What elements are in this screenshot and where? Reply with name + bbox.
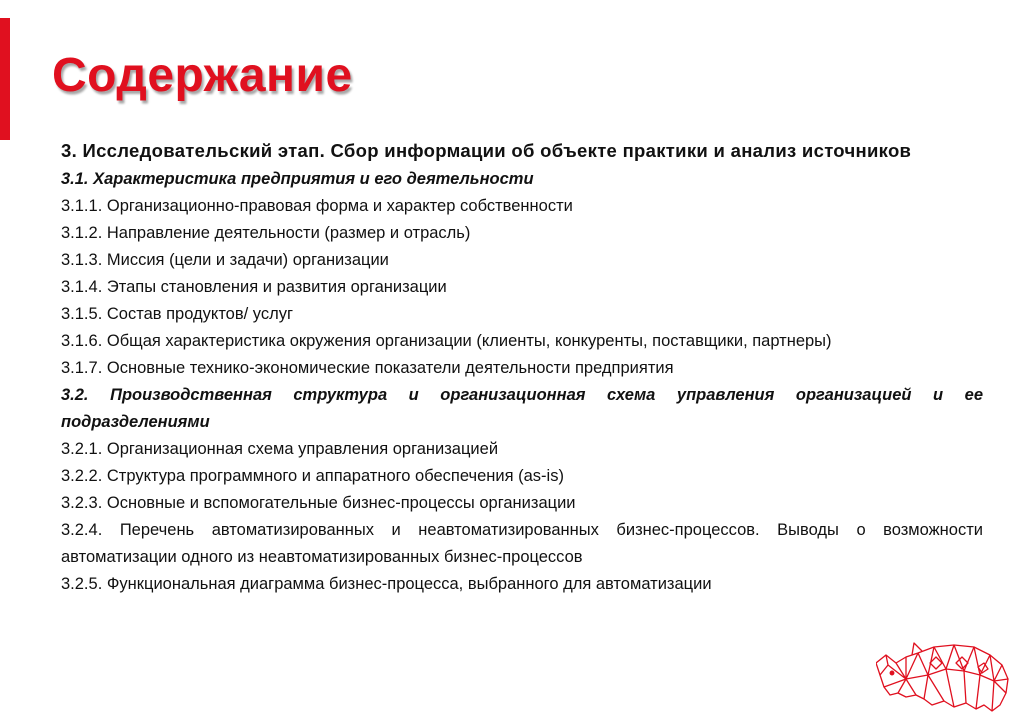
list-item: 3.1.4. Этапы становления и развития организации (61, 278, 447, 296)
accent-bar (0, 18, 10, 140)
list-item: 3.1.3. Миссия (цели и задачи) организации (61, 251, 389, 269)
section-heading: 3. Исследовательский этап. Сбор информации об объекте практики и анализ источников (61, 140, 912, 161)
list-item: 3.2.3. Основные и вспомогательные бизнес-процессы организации (61, 494, 576, 512)
list-item: 3.2.5. Функциональная диаграмма бизнес-процесса, выбранного для автоматизации (61, 575, 712, 593)
rhino-logo-icon (876, 635, 1014, 715)
table-of-contents (61, 138, 983, 598)
list-item: 3.1.2. Направление деятельности (размер и отрасль) (61, 224, 471, 242)
list-item: 3.2.2. Структура программного и аппаратного обеспечения (as-is) (61, 467, 564, 485)
list-item: 3.2.1. Организационная схема управления организацией (61, 440, 499, 458)
list-item: 3.1.5. Состав продуктов/ услуг (61, 305, 294, 323)
list-item: 3.1.1. Организационно-правовая форма и характер собственности (61, 197, 573, 215)
list-item: 3.2.4. Перечень автоматизированных и неавтоматизированных бизнес-процессов. Выводы о возможности автоматизации одного из неавтоматизированных бизнес-процессов (61, 521, 983, 566)
list-item: 3.1.7. Основные технико-экономические показатели деятельности предприятия (61, 359, 674, 377)
page-title: Содержание (52, 49, 353, 102)
subsection-heading: 3.2. Производственная структура и организационная схема управления организацией и ее подразделениями (61, 386, 983, 431)
list-item: 3.1.6. Общая характеристика окружения организации (клиенты, конкуренты, поставщики, партнеры) (61, 332, 832, 350)
subsection-heading: 3.1. Характеристика предприятия и его деятельности (61, 170, 534, 188)
